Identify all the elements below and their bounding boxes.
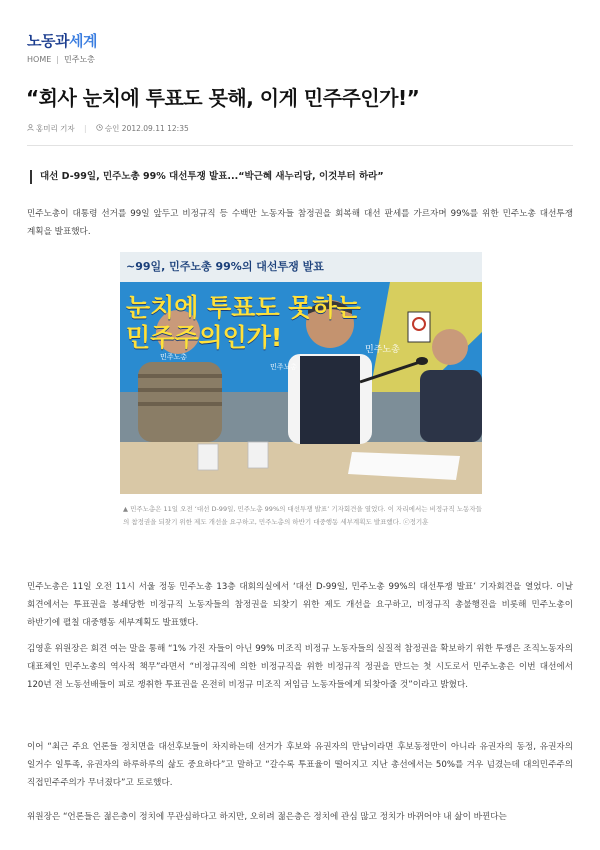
banner-line-2: 눈치에 투표도 못하는 [126,293,361,322]
article-paragraph: 이어 “최근 주요 언론들 정치면을 대선후보들이 차지하는데 선거가 후보와 유권자의 만남이라면 후보동정만이 아니라 유권자의 동정, 유권자의 일거수 일투족, 유권자의 하루하루의 삶도 중요하다”고 말하고 “갈수록 투표율이 떨어지고 지난 총선에서는 50%를 겨우 넘겼는데 대의민주주의 직접민주주의가 무너졌다”고 토로했다. [27,742,573,788]
podium-text-3: 민주노총 [270,363,298,371]
clock-icon [96,124,103,133]
author-icon [27,124,34,133]
photo-caption: ▲ 민주노총은 11일 오전 ‘대선 D-99일, 민주노총 99%의 대선투쟁 발표’ 기자회견을 열었다. 이 자리에서는 비정규직 노동자들의 참정권을 되찾기 위한 제도 개선을 요구하고, 민주노총의 하반기 대중행동 세부계획도 발표했다. ⓒ정기훈 [123,505,482,526]
header-divider [27,145,573,146]
logo-text-secondary: 세계 [68,32,97,50]
podium-text-1: 민주노총 [160,353,188,361]
publish-date: 승인 2012.09.11 12:35 [104,124,189,133]
article-meta [27,123,189,134]
site-logo[interactable] [27,30,97,51]
podium-text-2: 민주노총 [365,345,400,355]
logo-text-primary: 노동과 [27,32,69,50]
article-paragraph: 위원장은 “언론들은 젊은층이 정치에 무관심하다고 하지만, 오히려 젊은층은 정치에 관심 많고 정치가 바뀌어야 내 삶이 바뀐다는 [27,812,507,822]
article-subheading: 대선 D-99일, 민주노총 99% 대선투쟁 발표...“박근혜 새누리당, 이것부터 하라” [30,170,384,184]
meta-divider: | [84,124,87,133]
breadcrumb-current[interactable]: 민주노총 [63,55,95,64]
article-paragraph: 민주노총은 11일 오전 11시 서울 정동 민주노총 13층 대회의실에서 ‘대선 D-99일, 민주노총 99%의 대선투쟁 발표’ 기자회견을 열었다. 이날 회견에서는 투표권을 봉쇄당한 비정규직 노동자들의 참정권을 되찾기 위한 제도 개선을 요구하고, 비정규직 총불행진을 비롯해 민주노총이 하반기에 펼칠 대중행동 세부계획도 발표했다. [27,582,573,628]
banner-line-3: 민주주의인가! [126,323,283,352]
article-title: “회사 눈치에 투표도 못해, 이게 민주주인가!” [26,86,420,110]
breadcrumb-home[interactable]: HOME [27,55,52,64]
banner-line-1: ~99일, 민주노총 99%의 대선투쟁 발표 [126,260,324,273]
author-name[interactable]: 홍미리 기자 [36,124,75,133]
breadcrumb [27,54,95,65]
article-paragraph: 김영훈 위원장은 회견 여는 말을 통해 “1% 가진 자들이 아닌 99% 미조직 비정규 노동자들의 실질적 참정권을 확보하기 위한 투쟁은 조직노동자의 대표체인 민주노총의 역사적 책무”라면서 “비정규직에 의한 비정규직을 위한 비정규직 정권을 만드는 첫 시도로서 민주노총은 이번 대선에서 120년 전 노동선배들이 피로 쟁취한 투표권을 온전히 비정규 미조직 저임금 노동자들에게 되찾아줄 것”이라고 밝혔다. [27,644,573,690]
breadcrumb-separator: | [56,55,59,64]
article-photo[interactable] [120,252,482,494]
article-paragraph: 민주노총이 대통령 선거를 99일 앞두고 비정규직 등 수백만 노동자들 참정권을 회복해 대선 판세를 가르자며 99%를 위한 민주노총 대선투쟁 계획을 발표했다. [27,209,573,237]
